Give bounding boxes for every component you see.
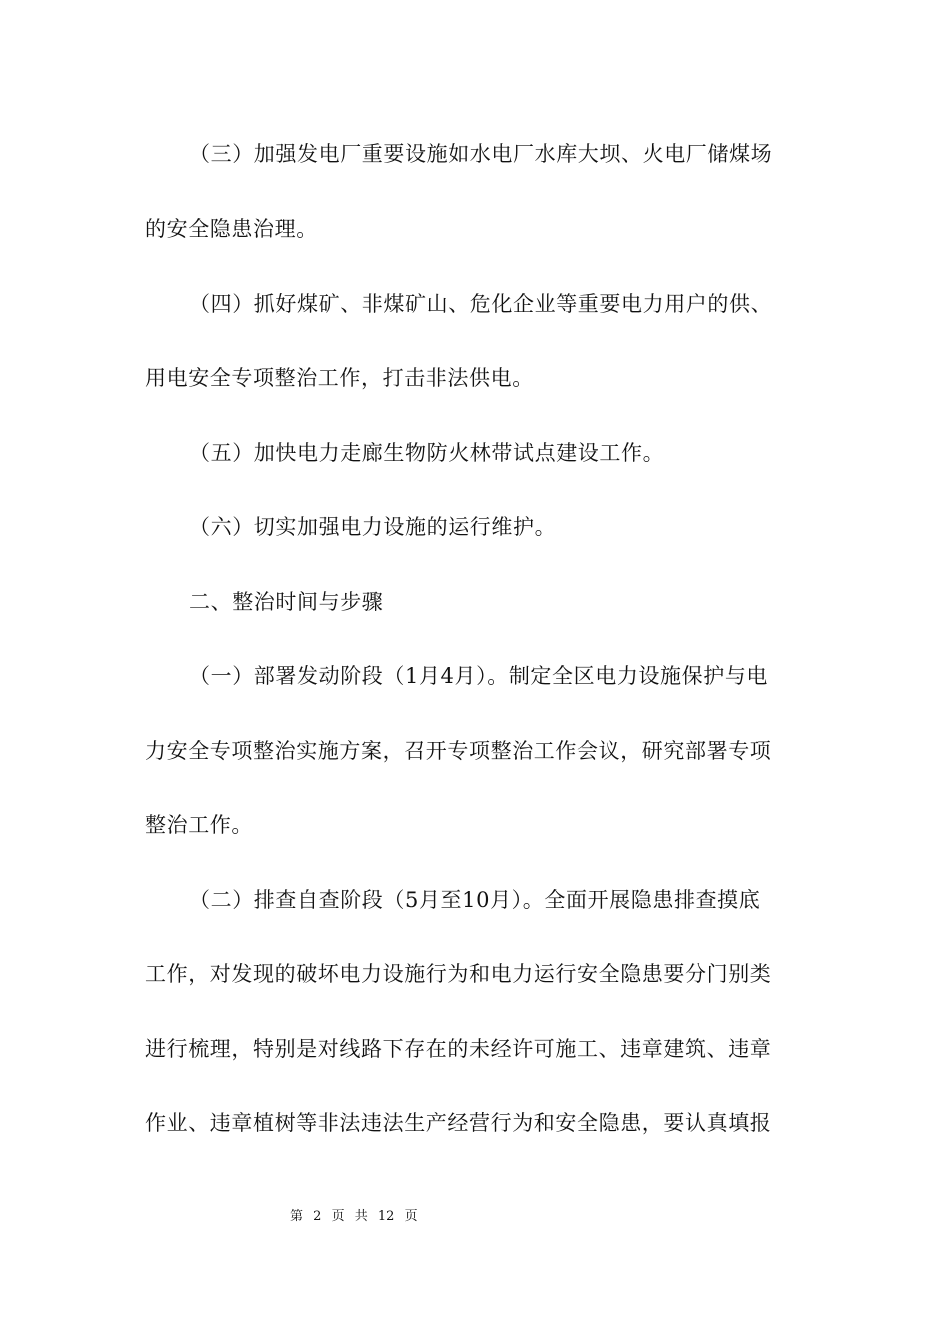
paragraph-line: （一）部署发动阶段（1月4月）。制定全区电力设施保护与电	[189, 664, 769, 688]
paragraph-line: 力安全专项整治实施方案，召开专项整治工作会议，研究部署专项	[145, 739, 772, 763]
paragraph-line: （四）抓好煤矿、非煤矿山、危化企业等重要电力用户的供、	[189, 292, 773, 316]
paragraph-line: 的安全隐患治理。	[145, 217, 318, 241]
footer-total-pages: 12	[377, 1209, 395, 1224]
footer-current-page: 2	[313, 1209, 322, 1224]
paragraph-line: （六）切实加强电力设施的运行维护。	[189, 515, 557, 539]
paragraph-line: 进行梳理，特别是对线路下存在的未经许可施工、违章建筑、违章	[145, 1037, 772, 1061]
paragraph-line: 整治工作。	[145, 813, 253, 837]
paragraph-line: 用电安全专项整治工作，打击非法供电。	[145, 366, 534, 390]
footer-prefix: 第	[290, 1209, 304, 1224]
paragraph-line: （二）排查自查阶段（5月至10月）。全面开展隐患排查摸底	[189, 888, 761, 912]
page-footer	[0, 1208, 950, 1226]
paragraph-line: （三）加强发电厂重要设施如水电厂水库大坝、火电厂储煤场	[189, 142, 773, 166]
section-heading: 二、整治时间与步骤	[189, 590, 384, 614]
paragraph-line: 作业、违章植树等非法违法生产经营行为和安全隐患，要认真填报	[145, 1111, 772, 1135]
footer-suffix: 页	[404, 1209, 418, 1224]
paragraph-line: 工作，对发现的破坏电力设施行为和电力运行安全隐患要分门别类	[145, 962, 772, 986]
footer-total-label: 共	[354, 1209, 368, 1224]
footer-page-label: 页	[331, 1209, 345, 1224]
paragraph-line: （五）加快电力走廊生物防火林带试点建设工作。	[189, 441, 665, 465]
